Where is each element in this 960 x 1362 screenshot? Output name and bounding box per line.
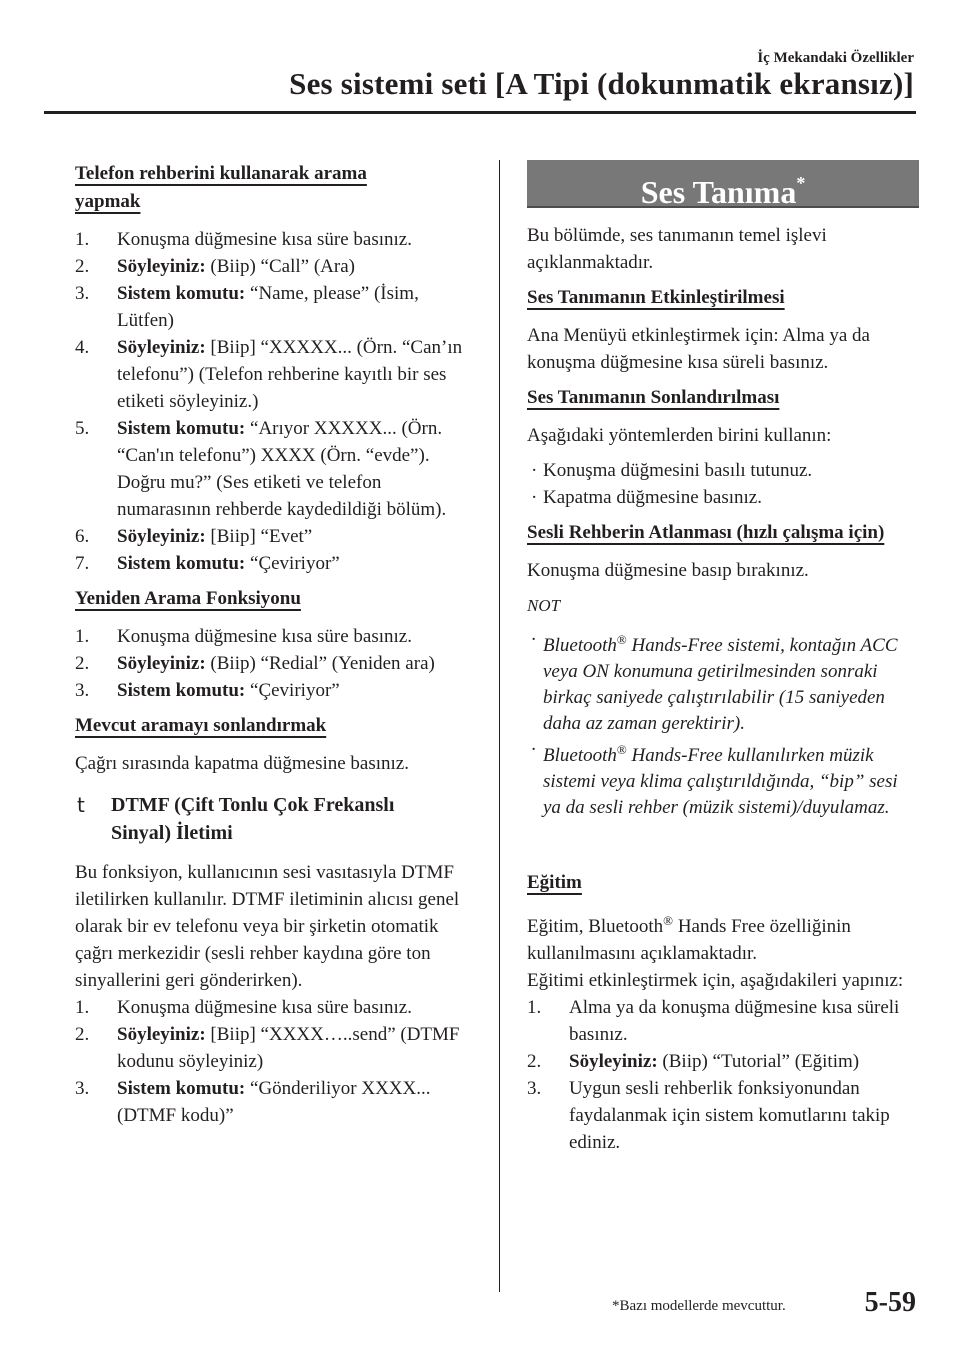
list-item xyxy=(75,253,475,280)
step-label: Sistem komutu: xyxy=(117,680,246,701)
phonebook-steps xyxy=(75,226,475,577)
step-number: 1. xyxy=(527,997,542,1018)
tutorial-text-pre: Eğitim, Bluetooth xyxy=(527,916,664,937)
step-number: 1. xyxy=(75,997,90,1018)
redial-heading-text: Yeniden Arama Fonksiyonu xyxy=(75,588,301,609)
skip-text: Konuşma düğmesine basıp bırakınız. xyxy=(527,560,809,581)
list-item xyxy=(75,550,475,577)
dtmf-heading-line1: DTMF (Çift Tonlu Çok Frekanslı xyxy=(111,794,395,816)
step-text: “Arıyor XXXXX... (Örn. “Can'ın telefonu”) XXXX (Örn. “evde”). Doğru mu?” (Ses etiketi ve telefon numarasının rehberde kaydedildiği bölüm). xyxy=(117,418,447,520)
banner-title: Ses Tanıma xyxy=(640,174,797,210)
step-text: (Biip) “Call” (Ara) xyxy=(205,256,355,277)
step-label: Sistem komutu: xyxy=(117,418,246,439)
bullet-icon: · xyxy=(531,460,538,481)
step-number: 3. xyxy=(75,1078,90,1099)
registered-mark: ® xyxy=(663,913,674,928)
redial-heading xyxy=(75,585,475,613)
step-number: 3. xyxy=(527,1078,542,1099)
step-number: 6. xyxy=(75,526,90,547)
step-number: 2. xyxy=(75,256,90,277)
bullet-icon: · xyxy=(531,629,536,650)
list-item xyxy=(75,523,475,550)
header-section-label: İç Mekandaki Özellikler xyxy=(757,50,914,66)
list-item xyxy=(75,334,475,415)
list-item xyxy=(75,623,475,650)
step-label: Söyleyiniz: xyxy=(117,653,206,674)
step-number: 3. xyxy=(75,680,90,701)
step-text: Konuşma düğmesine kısa süre basınız. xyxy=(117,997,412,1018)
banner-asterisk: * xyxy=(796,173,806,193)
step-label: Sistem komutu: xyxy=(117,1078,246,1099)
list-item xyxy=(75,1021,475,1075)
step-text: [Biip] “XXXX…..send” (DTMF kodunu söyleyiniz) xyxy=(117,1024,460,1072)
bullet-icon: · xyxy=(531,739,536,760)
step-text: [Biip] “XXXXX... (Örn. “Can’ın telefonu”) (Telefon rehberine kayıtlı bir ses etiketi söyleyiniz.) xyxy=(117,337,463,412)
step-text: “Name, please” (İsim, Lütfen) xyxy=(117,283,419,331)
page-number: 5-59 xyxy=(864,1287,916,1318)
step-text: Konuşma düğmesine kısa süre basınız. xyxy=(117,229,412,250)
activate-text: Ana Menüyü etkinleştirmek için: Alma ya da konuşma düğmesine kısa süreli basınız. xyxy=(527,325,870,373)
endcall-heading xyxy=(75,712,475,740)
phonebook-heading xyxy=(75,160,475,216)
list-item xyxy=(527,1075,919,1156)
list-item xyxy=(75,226,475,253)
activate-heading-text: Ses Tanımanın Etkinleştirilmesi xyxy=(527,287,785,308)
end-heading xyxy=(527,384,919,412)
bullet-text: Kapatma düğmesine basınız. xyxy=(543,487,762,508)
note-text: Hands-Free kullanılırken müzik sistemi veya klima çalıştırıldığında, “bip” sesi ya da sesli rehber (müzik sistemi)/duyulamaz. xyxy=(543,745,898,818)
step-number: 3. xyxy=(75,283,90,304)
tutorial-steps xyxy=(527,994,919,1156)
right-column xyxy=(527,160,919,1164)
dtmf-heading-line2: Sinyal) İletimi xyxy=(111,822,233,844)
registered-mark: ® xyxy=(616,742,627,757)
dtmf-text: Bu fonksiyon, kullanıcının sesi vasıtasıyla DTMF iletilirken kullanılır. DTMF iletiminin alıcısı genel olarak bir ev telefonu veya bir şirketin otomatik çağrı merkezidir (sesli rehber kaydına göre ton sinyallerini geri gönderirken). xyxy=(75,862,460,991)
note-list xyxy=(527,627,919,821)
step-label: Söyleyiniz: xyxy=(569,1051,658,1072)
step-number: 1. xyxy=(75,229,90,250)
list-item xyxy=(75,280,475,334)
step-label: Sistem komutu: xyxy=(117,283,246,304)
dtmf-heading xyxy=(75,791,475,847)
list-item xyxy=(527,737,919,821)
endcall-text: Çağrı sırasında kapatma düğmesine basınız. xyxy=(75,753,409,774)
footnote: *Bazı modellerde mevcuttur. xyxy=(612,1298,786,1314)
list-item xyxy=(527,994,919,1048)
list-item xyxy=(75,415,475,523)
step-text: [Biip] “Evet” xyxy=(205,526,313,547)
step-number: 7. xyxy=(75,553,90,574)
intro-text: Bu bölümde, ses tanımanın temel işlevi açıklanmaktadır. xyxy=(527,225,827,273)
step-label: Söyleyiniz: xyxy=(117,526,206,547)
phonebook-heading-line1: Telefon rehberini kullanarak arama xyxy=(75,163,367,184)
tutorial-heading-text: Eğitim xyxy=(527,872,582,893)
step-text: Uygun sesli rehberlik fonksiyonundan faydalanmak için sistem komutlarını takip ediniz. xyxy=(569,1078,890,1153)
step-number: 4. xyxy=(75,337,90,358)
step-text: Alma ya da konuşma düğmesine kısa süreli basınız. xyxy=(569,997,900,1045)
list-item xyxy=(75,677,475,704)
step-text: (Biip) “Tutorial” (Eğitim) xyxy=(657,1051,860,1072)
phonebook-heading-line2: yapmak xyxy=(75,191,141,212)
step-text: (Biip) “Redial” (Yeniden ara) xyxy=(205,653,435,674)
tutorial-heading xyxy=(527,869,919,897)
registered-mark: ® xyxy=(616,632,627,647)
bullet-icon: · xyxy=(531,487,538,508)
step-label: Söyleyiniz: xyxy=(117,1024,206,1045)
tutorial-text-2: Eğitimi etkinleştirmek için, aşağıdakileri yapınız: xyxy=(527,970,904,991)
step-number: 2. xyxy=(75,653,90,674)
bullet-text: Konuşma düğmesini basılı tutunuz. xyxy=(543,460,813,481)
activate-heading xyxy=(527,284,919,312)
list-item xyxy=(527,1048,919,1075)
step-number: 5. xyxy=(75,418,90,439)
voice-recognition-banner xyxy=(527,160,919,208)
tutorial-text-post: Hands Free özelliğinin kullanılmasını açıklamaktadır. xyxy=(527,916,851,964)
section-marker-icon: t xyxy=(77,793,85,817)
step-number: 1. xyxy=(75,626,90,647)
page-title: Ses sistemi seti [A Tipi (dokunmatik ekransız)] xyxy=(289,66,914,101)
step-number: 2. xyxy=(527,1051,542,1072)
step-label: Söyleyiniz: xyxy=(117,256,206,277)
list-item xyxy=(75,994,475,1021)
step-label: Sistem komutu: xyxy=(117,553,246,574)
step-text: Konuşma düğmesine kısa süre basınız. xyxy=(117,626,412,647)
end-heading-text: Ses Tanımanın Sonlandırılması xyxy=(527,387,780,408)
list-item xyxy=(527,627,919,737)
skip-heading xyxy=(527,519,919,547)
step-label: Söyleyiniz: xyxy=(117,337,206,358)
list-item xyxy=(527,457,919,484)
end-bullets xyxy=(527,457,919,511)
step-number: 2. xyxy=(75,1024,90,1045)
step-text: “Çeviriyor” xyxy=(245,680,340,701)
endcall-heading-text: Mevcut aramayı sonlandırmak xyxy=(75,715,327,736)
step-text: “Gönderiliyor XXXX... (DTMF kodu)” xyxy=(117,1078,431,1126)
left-column xyxy=(75,160,475,1137)
redial-steps xyxy=(75,623,475,704)
skip-heading-text: Sesli Rehberin Atlanması (hızlı çalışma için) xyxy=(527,522,885,543)
list-item xyxy=(527,484,919,511)
end-text: Aşağıdaki yöntemlerden birini kullanın: xyxy=(527,425,832,446)
note-text: Hands-Free sistemi, kontağın ACC veya ON konumuna getirilmesinden sonraki birkaç saniyede çalıştırılabilir (15 saniyeden daha az zaman gerektirir). xyxy=(543,635,898,734)
note-text: Bluetooth xyxy=(543,635,617,656)
list-item xyxy=(75,650,475,677)
tutorial-text-1 xyxy=(527,907,919,967)
step-text: “Çeviriyor” xyxy=(245,553,340,574)
list-item xyxy=(75,1075,475,1129)
header-rule xyxy=(44,111,916,114)
note-label: NOT xyxy=(527,596,561,615)
column-divider xyxy=(499,160,500,1292)
dtmf-steps xyxy=(75,994,475,1129)
note-text: Bluetooth xyxy=(543,745,617,766)
